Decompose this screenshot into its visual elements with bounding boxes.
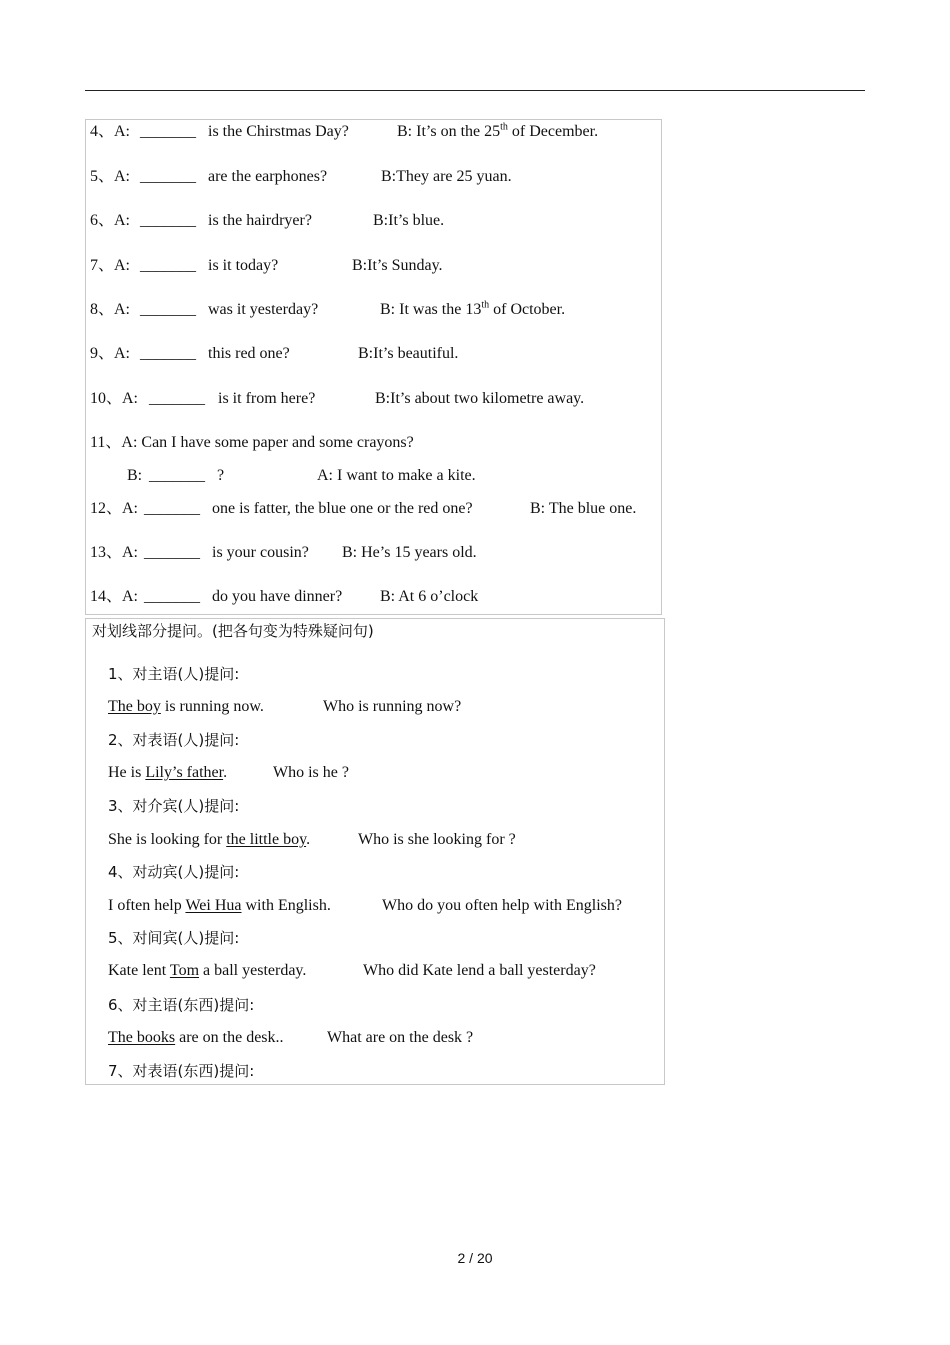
- answer-text: B: At 6 o’clock: [380, 588, 479, 605]
- answer-text: B:They are 25 yuan.: [381, 168, 512, 185]
- question-text: is it today?: [208, 257, 279, 274]
- underlined-phrase: The boy: [108, 698, 161, 715]
- answer-blank[interactable]: _______: [144, 588, 200, 605]
- answer-blank[interactable]: _______: [149, 467, 205, 484]
- rule-heading-6: 6、对主语(东西)提问:: [108, 996, 255, 1014]
- answer-text: B: The blue one.: [530, 500, 637, 517]
- rule-heading-3: 3、对介宾(人)提问:: [108, 797, 240, 815]
- question-number: 14、A:: [90, 588, 139, 605]
- underlined-phrase: the little boy: [226, 831, 307, 848]
- question-number: 8、A:: [90, 301, 131, 318]
- example-answer: Who do you often help with English?: [382, 897, 622, 914]
- rule-heading-7: 7、对表语(东西)提问:: [108, 1062, 255, 1080]
- question-text: are the earphones?: [208, 168, 328, 185]
- underlined-phrase: Wei Hua: [185, 897, 242, 914]
- answer-blank[interactable]: _______: [140, 123, 196, 140]
- question-mark: ?: [217, 467, 225, 484]
- question-number: 5、A:: [90, 168, 131, 185]
- example-answer: What are on the desk ?: [327, 1029, 474, 1046]
- rule-heading-2: 2、对表语(人)提问:: [108, 731, 240, 749]
- example-answer: Who is running now?: [323, 698, 462, 715]
- section-title: 对划线部分提问。(把各句变为特殊疑问句): [92, 622, 374, 640]
- header-rule: [85, 90, 865, 91]
- answer-text: B:It’s about two kilometre away.: [375, 390, 585, 407]
- question-number: 12、A:: [90, 500, 139, 517]
- answer-blank[interactable]: _______: [140, 168, 196, 185]
- question-number: 4、A:: [90, 123, 131, 140]
- answer-text: A: I want to make a kite.: [317, 467, 476, 484]
- underlined-phrase: Lily’s father: [145, 764, 224, 781]
- question-text: one is fatter, the blue one or the red one?: [212, 500, 473, 517]
- answer-text: B: It was the 13th of October.: [380, 299, 566, 318]
- question-text: is the hairdryer?: [208, 212, 312, 229]
- question-number: 6、A:: [90, 212, 131, 229]
- answer-text: B: He’s 15 years old.: [342, 544, 477, 561]
- page-number: 2 / 20: [457, 1250, 493, 1266]
- rule-heading-5: 5、对间宾(人)提问:: [108, 929, 240, 947]
- answer-blank[interactable]: _______: [140, 301, 196, 318]
- answer-blank[interactable]: _______: [140, 345, 196, 362]
- exercise-box-1: [85, 119, 662, 615]
- rule-heading-1: 1、对主语(人)提问:: [108, 665, 240, 683]
- question-text: is your cousin?: [212, 544, 309, 561]
- example-answer: Who is he ?: [273, 764, 349, 781]
- answer-blank[interactable]: _______: [144, 500, 200, 517]
- question-text: is the Chirstmas Day?: [208, 123, 349, 140]
- example-answer: Who did Kate lend a ball yesterday?: [363, 962, 596, 979]
- question-number: 9、A:: [90, 345, 131, 362]
- underlined-phrase: The books: [108, 1029, 176, 1046]
- answer-text: B:It’s Sunday.: [352, 257, 443, 274]
- answer-blank[interactable]: _______: [144, 544, 200, 561]
- answer-text: B: It’s on the 25th of December.: [397, 121, 599, 140]
- question-text: 11、A: Can I have some paper and some crayons?: [90, 434, 414, 451]
- question-text: is it from here?: [218, 390, 316, 407]
- question-text: this red one?: [208, 345, 290, 362]
- question-number: 13、A:: [90, 544, 139, 561]
- answer-blank[interactable]: _______: [149, 390, 205, 407]
- question-text: do you have dinner?: [212, 588, 343, 605]
- answer-label: B:: [127, 467, 143, 484]
- answer-text: B:It’s beautiful.: [358, 345, 459, 362]
- rule-heading-4: 4、对动宾(人)提问:: [108, 863, 240, 881]
- answer-text: B:It’s blue.: [373, 212, 445, 229]
- question-text: was it yesterday?: [208, 301, 319, 318]
- answer-blank[interactable]: _______: [140, 257, 196, 274]
- question-number: 10、A:: [90, 390, 139, 407]
- example-answer: Who is she looking for ?: [358, 831, 516, 848]
- question-number: 7、A:: [90, 257, 131, 274]
- underlined-phrase: Tom: [169, 962, 200, 979]
- answer-blank[interactable]: _______: [140, 212, 196, 229]
